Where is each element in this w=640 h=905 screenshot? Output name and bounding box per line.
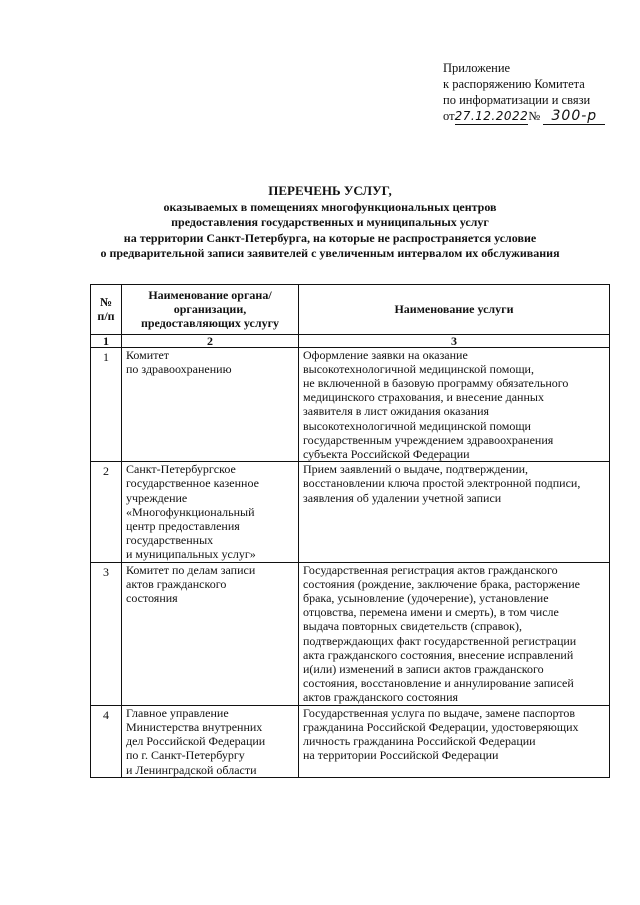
handwritten-date: 27.12.2022	[454, 109, 529, 123]
appendix-line-2: к распоряжению Комитета	[443, 77, 585, 91]
table-row	[91, 462, 610, 562]
row-number: 3	[91, 562, 122, 705]
date-prefix: от	[443, 109, 455, 123]
appendix-line-3: по информатизации и связи	[443, 93, 591, 107]
header-org: Наименование органа/организации, предоставляющих услугу	[122, 285, 299, 335]
appendix-date-line	[443, 108, 628, 125]
handwritten-number: 300-р	[543, 108, 605, 125]
title-main: ПЕРЕЧЕНЬ УСЛУГ,	[268, 183, 392, 198]
row-service: Оформление заявки на оказание высокотехнологичной медицинской помощи, не включенной в базовую программу обязательного медицинского страхования, и внесение данных заявителя в лист ожидания оказания высокотехнологичной медицинской помощи государственным учреждением здравоохранения субъекта Российской Федерации	[299, 347, 610, 462]
row-org: Главное управление Министерства внутренних дел Российской Федерации по г. Санкт-Петербургу и Ленинградской области	[122, 705, 299, 777]
document-title	[60, 183, 600, 262]
title-line-2: оказываемых в помещениях многофункциональных центров	[163, 199, 497, 214]
row-service: Государственная услуга по выдаче, замене паспортов гражданина Российской Федерации, удостоверяющих личность гражданина Российской Федерации на территории Российской Федерации	[299, 705, 610, 777]
title-line-4: на территории Санкт-Петербурга, на которые не распространяется условие	[123, 230, 537, 245]
row-service: Прием заявлений о выдаче, подтверждении, восстановлении ключа простой электронной подписи, заявления об удалении учетной записи	[299, 462, 610, 562]
table-row	[91, 562, 610, 705]
column-numbers-row	[91, 334, 610, 347]
row-org: Санкт-Петербургское государственное казенное учреждение «Многофункциональный центр предоставления государственных и муниципальных услуг»	[122, 462, 299, 562]
header-service: Наименование услуги	[299, 285, 610, 335]
table-row	[91, 347, 610, 462]
table-row	[91, 705, 610, 777]
appendix-block	[443, 60, 628, 125]
col-number-2: 2	[122, 334, 299, 347]
col-number-1: 1	[91, 334, 122, 347]
row-number: 4	[91, 705, 122, 777]
row-org: Комитет по здравоохранению	[122, 347, 299, 462]
table-header-row	[91, 285, 610, 335]
row-number: 2	[91, 462, 122, 562]
row-org: Комитет по делам записи актов гражданского состояния	[122, 562, 299, 705]
col-number-3: 3	[299, 334, 610, 347]
number-sign: №	[528, 109, 541, 123]
header-num: № п/п	[91, 285, 122, 335]
row-service: Государственная регистрация актов гражданского состояния (рождение, заключение брака, расторжение брака, усыновление (удочерение), установление отцовства, перемена имени и смерть), в том числе выдача повторных свидетельств (справок), подтверждающих факт государственной регистрации акта гражданского состояния, внесение исправлений и(или) изменений в записи актов гражданского состояния, восстановление и аннулирование записей актов гражданского состояния	[299, 562, 610, 705]
title-line-3: предоставления государственных и муниципальных услуг	[171, 215, 489, 229]
services-table	[90, 284, 610, 778]
title-line-5: о предварительной записи заявителей с увеличенным интервалом их обслуживания	[100, 246, 560, 260]
row-number: 1	[91, 347, 122, 462]
appendix-line-1: Приложение	[443, 61, 511, 75]
